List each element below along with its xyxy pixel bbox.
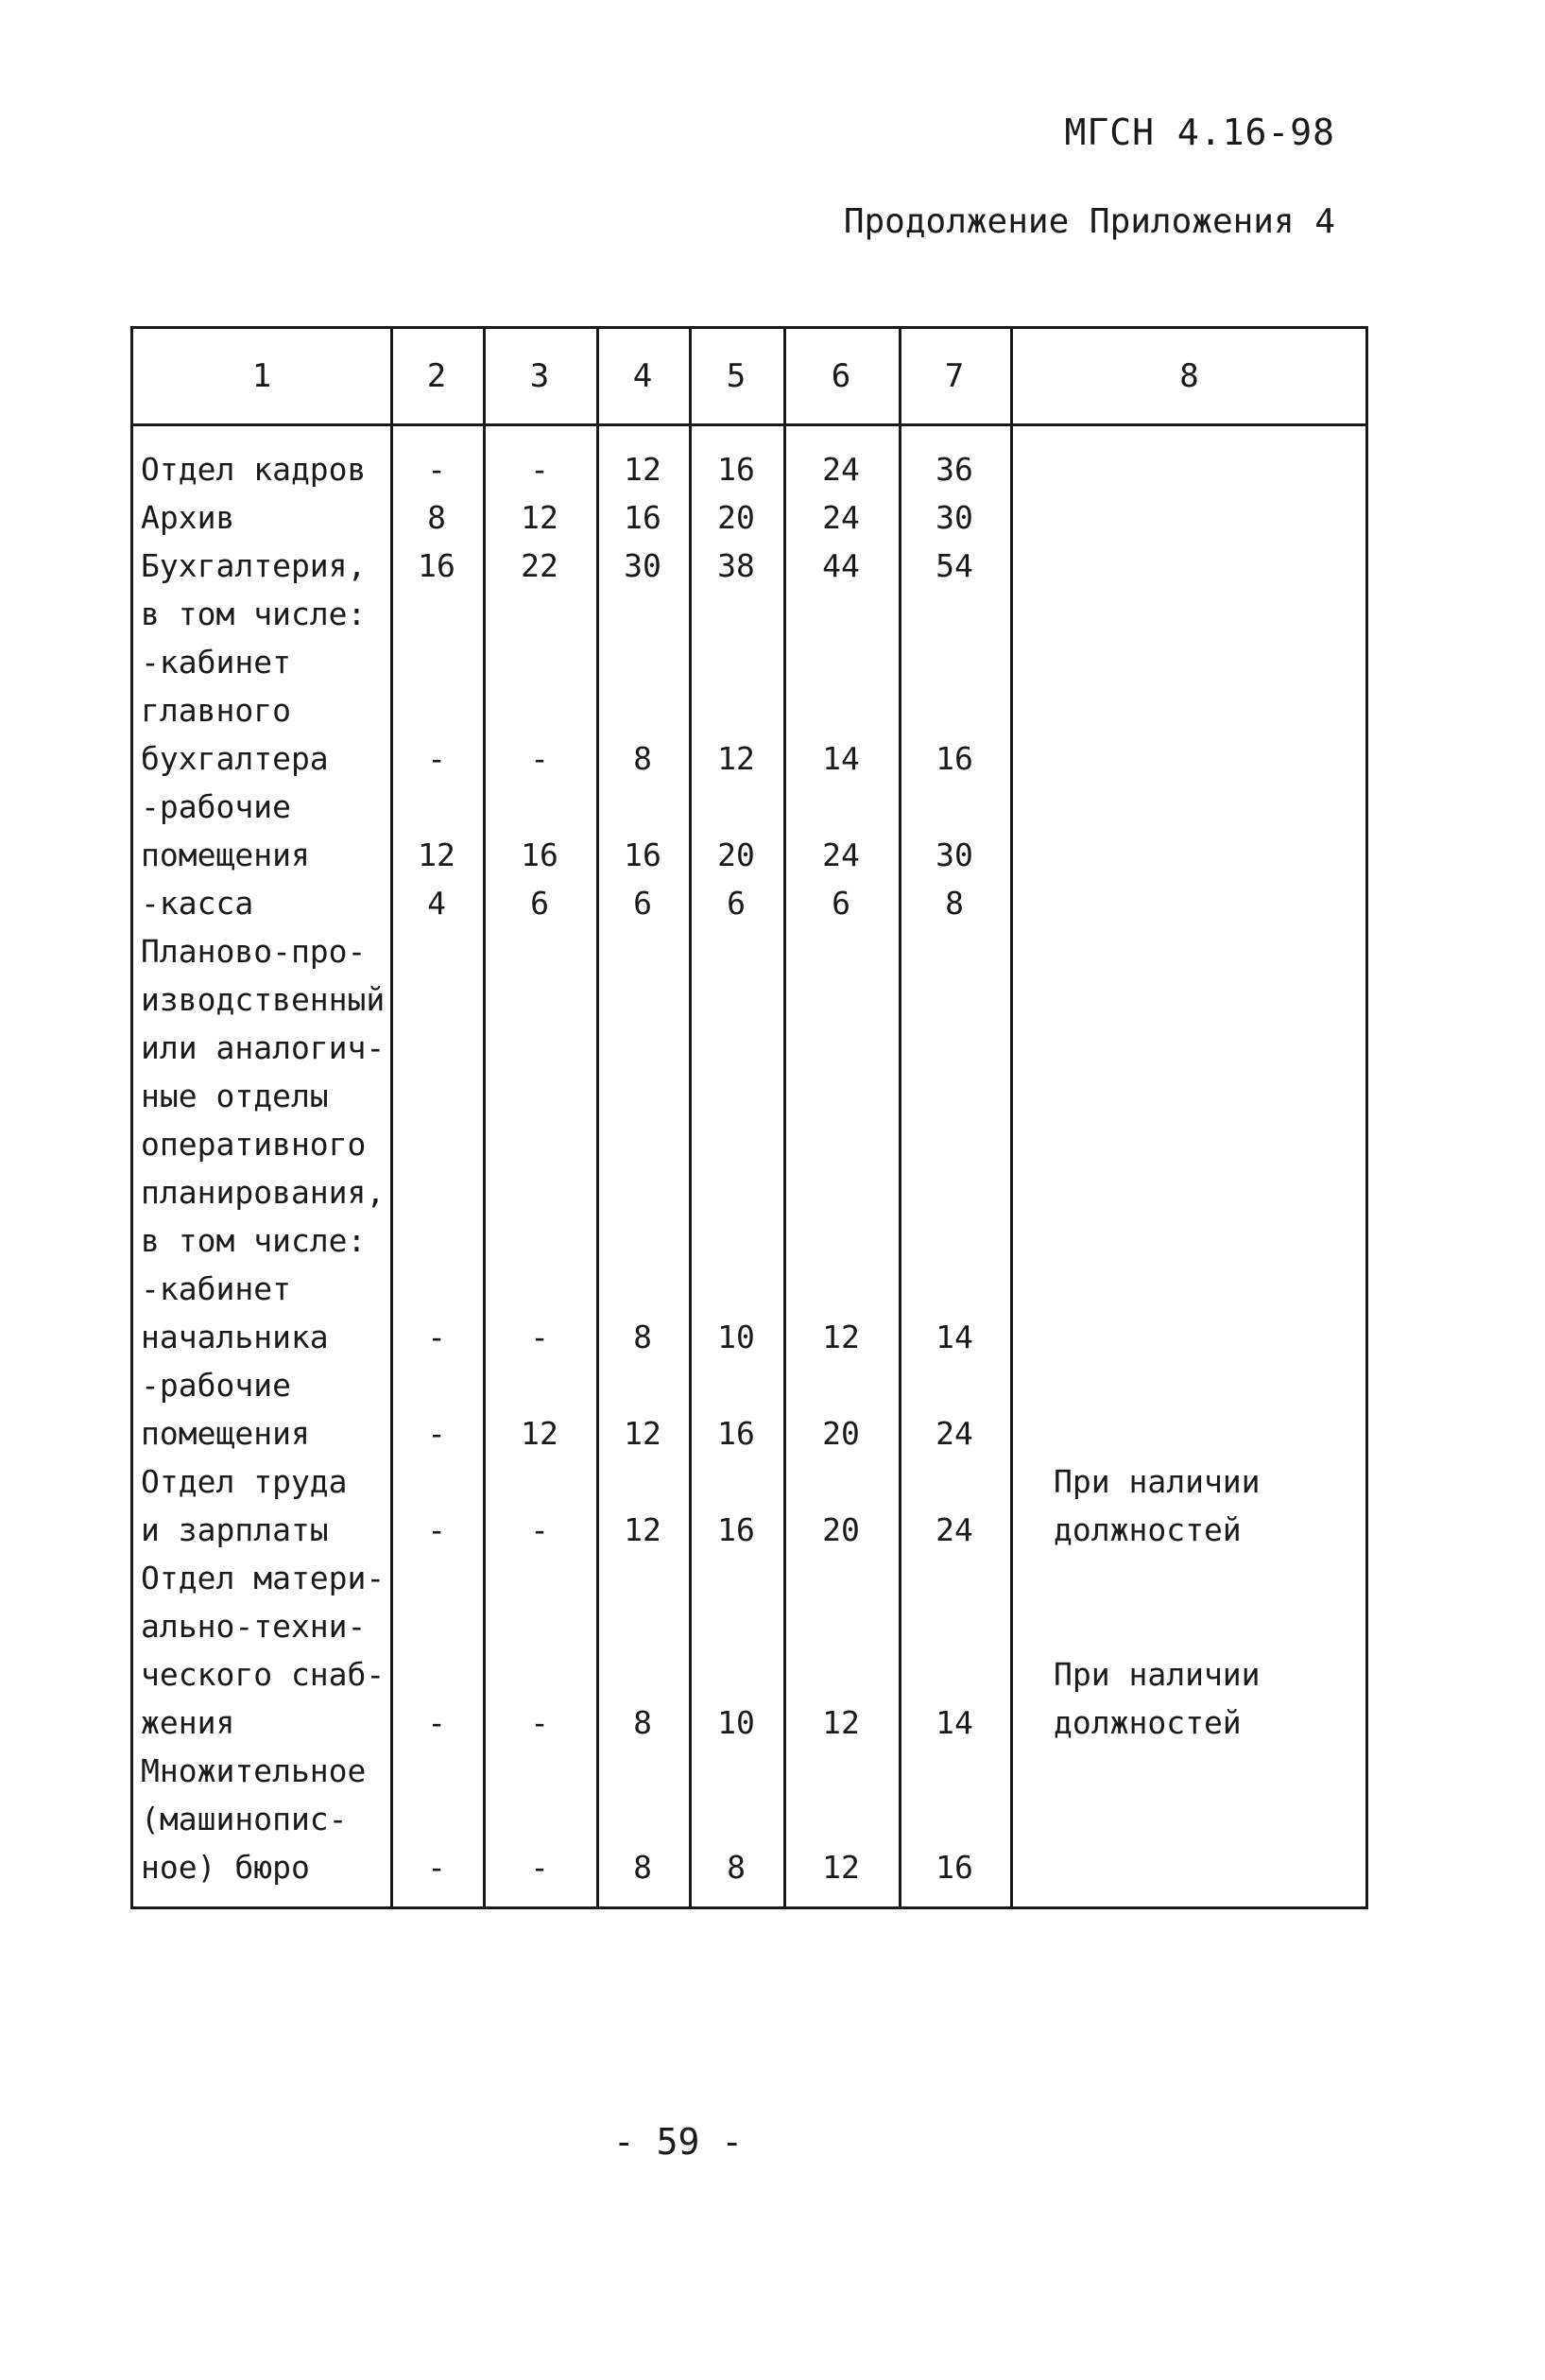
table-row	[133, 1650, 1365, 1699]
note-cell	[1010, 734, 1368, 783]
value-cell	[483, 590, 596, 638]
value-cell	[783, 927, 899, 975]
value-cell	[390, 1072, 483, 1120]
value-cell: 8	[633, 740, 652, 777]
value-cell	[899, 1361, 1010, 1409]
value-cell: 12	[822, 1704, 860, 1741]
value-cell: 36	[936, 451, 973, 488]
note-cell	[1010, 975, 1368, 1024]
value-cell	[899, 1072, 1010, 1120]
value-cell	[390, 1265, 483, 1313]
value-cell	[596, 783, 689, 831]
value-cell	[483, 1120, 596, 1168]
value-cell	[483, 1265, 596, 1313]
value-cell: -	[427, 1415, 446, 1452]
value-cell: 6	[633, 885, 652, 922]
value-cell	[596, 1072, 689, 1120]
value-cell	[899, 1602, 1010, 1650]
table-row	[133, 734, 1365, 783]
room-name-cell: Архив	[141, 499, 235, 536]
value-cell	[483, 1650, 596, 1699]
note-cell: При наличии	[1054, 1463, 1261, 1500]
value-cell	[390, 1747, 483, 1795]
column-header-4: 4	[632, 357, 653, 395]
value-cell	[483, 1168, 596, 1216]
value-cell	[899, 638, 1010, 686]
table-row	[133, 1747, 1365, 1795]
column-header-1: 1	[251, 357, 272, 395]
value-cell: -	[530, 1704, 549, 1741]
value-cell	[596, 1120, 689, 1168]
norms-table	[130, 326, 1368, 1909]
value-cell	[899, 590, 1010, 638]
value-cell	[783, 1361, 899, 1409]
room-name-cell: ные отделы	[141, 1078, 329, 1114]
value-cell	[899, 1457, 1010, 1506]
room-name-cell: начальника	[141, 1319, 329, 1355]
value-cell: 12	[717, 740, 755, 777]
value-cell	[390, 1554, 483, 1602]
table-row	[133, 1554, 1365, 1602]
value-cell	[483, 783, 596, 831]
column-header-6: 6	[831, 357, 851, 395]
room-name-cell: помещения	[141, 836, 310, 873]
value-cell: 12	[521, 1415, 558, 1452]
value-cell: 10	[717, 1704, 755, 1741]
value-cell	[689, 1361, 783, 1409]
value-cell: 38	[717, 547, 755, 584]
value-cell: 20	[822, 1511, 860, 1548]
value-cell: 16	[717, 1415, 755, 1452]
value-cell	[390, 686, 483, 734]
note-cell	[1010, 1843, 1368, 1891]
room-name-cell: ческого снаб-	[141, 1656, 386, 1693]
note-cell	[1010, 1361, 1368, 1409]
value-cell	[390, 1216, 483, 1265]
value-cell	[483, 1361, 596, 1409]
value-cell	[483, 1795, 596, 1843]
note-cell	[1010, 1072, 1368, 1120]
document-code: МГСН 4.16-98	[1064, 112, 1335, 153]
value-cell	[390, 1168, 483, 1216]
note-cell	[1010, 1265, 1368, 1313]
value-cell	[899, 783, 1010, 831]
note-cell	[1010, 686, 1368, 734]
table-row	[133, 1457, 1365, 1506]
value-cell	[689, 638, 783, 686]
value-cell	[899, 686, 1010, 734]
table-row	[133, 1024, 1365, 1072]
table-row	[133, 1409, 1365, 1457]
value-cell: -	[530, 451, 549, 488]
room-name-cell: оперативного	[141, 1126, 367, 1163]
room-name-cell: жения	[141, 1704, 235, 1741]
note-cell	[1010, 542, 1368, 590]
value-cell	[783, 1024, 899, 1072]
room-name-cell: ально-техни-	[141, 1608, 367, 1645]
value-cell	[596, 1457, 689, 1506]
value-cell: 8	[633, 1704, 652, 1741]
value-cell	[390, 1650, 483, 1699]
value-cell: 16	[521, 836, 558, 873]
note-cell: должностей	[1054, 1511, 1242, 1548]
table-row	[133, 1506, 1365, 1554]
table-row	[133, 975, 1365, 1024]
note-cell	[1010, 1554, 1368, 1602]
value-cell: 12	[822, 1319, 860, 1355]
value-cell: 8	[633, 1849, 652, 1886]
table-row	[133, 1168, 1365, 1216]
value-cell	[596, 590, 689, 638]
value-cell: 16	[624, 836, 661, 873]
value-cell: 8	[727, 1849, 746, 1886]
value-cell: 8	[633, 1319, 652, 1355]
value-cell	[390, 1361, 483, 1409]
value-cell	[596, 1602, 689, 1650]
value-cell	[783, 638, 899, 686]
table-row	[133, 638, 1365, 686]
value-cell	[899, 1168, 1010, 1216]
value-cell	[596, 686, 689, 734]
value-cell	[483, 1747, 596, 1795]
value-cell	[596, 975, 689, 1024]
value-cell: 12	[624, 451, 661, 488]
note-cell	[1010, 927, 1368, 975]
value-cell: -	[427, 1319, 446, 1355]
value-cell	[596, 1265, 689, 1313]
note-cell	[1010, 1120, 1368, 1168]
value-cell: 16	[936, 740, 973, 777]
value-cell	[899, 1795, 1010, 1843]
table-row	[133, 445, 1365, 493]
value-cell	[483, 1554, 596, 1602]
value-cell: 8	[945, 885, 964, 922]
value-cell	[596, 1747, 689, 1795]
value-cell: 16	[418, 547, 455, 584]
value-cell	[689, 590, 783, 638]
value-cell	[899, 1650, 1010, 1699]
value-cell	[483, 1072, 596, 1120]
value-cell	[783, 1795, 899, 1843]
value-cell	[483, 1457, 596, 1506]
table-row	[133, 1313, 1365, 1361]
value-cell	[689, 1795, 783, 1843]
value-cell	[783, 1168, 899, 1216]
note-cell	[1010, 1795, 1368, 1843]
value-cell	[689, 1024, 783, 1072]
value-cell: 12	[624, 1415, 661, 1452]
value-cell	[689, 927, 783, 975]
note-cell	[1010, 783, 1368, 831]
value-cell	[783, 686, 899, 734]
value-cell: 10	[717, 1319, 755, 1355]
value-cell	[689, 1265, 783, 1313]
table-row	[133, 590, 1365, 638]
table-row	[133, 1795, 1365, 1843]
room-name-cell: ное) бюро	[141, 1849, 310, 1886]
value-cell	[390, 1024, 483, 1072]
value-cell	[390, 1457, 483, 1506]
note-cell	[1010, 1602, 1368, 1650]
value-cell: -	[427, 1511, 446, 1548]
value-cell	[899, 1024, 1010, 1072]
value-cell: 22	[521, 547, 558, 584]
value-cell	[390, 927, 483, 975]
table-row	[133, 927, 1365, 975]
value-cell	[596, 927, 689, 975]
value-cell	[596, 638, 689, 686]
column-header-8: 8	[1179, 357, 1199, 395]
value-cell	[390, 783, 483, 831]
note-cell	[1010, 638, 1368, 686]
note-cell	[1010, 1024, 1368, 1072]
value-cell	[483, 975, 596, 1024]
table-row	[133, 1120, 1365, 1168]
value-cell: 4	[427, 885, 446, 922]
table-row	[133, 1602, 1365, 1650]
room-name-cell: Бухгалтерия,	[141, 547, 367, 584]
value-cell	[783, 975, 899, 1024]
room-name-cell: -рабочие	[141, 1367, 291, 1404]
value-cell	[483, 1602, 596, 1650]
value-cell: 16	[717, 1511, 755, 1548]
column-header-3: 3	[529, 357, 550, 395]
room-name-cell: Отдел кадров	[141, 451, 367, 488]
value-cell	[483, 1216, 596, 1265]
room-name-cell: главного	[141, 692, 291, 729]
value-cell	[689, 686, 783, 734]
column-header-2: 2	[426, 357, 447, 395]
room-name-cell: -касса	[141, 885, 254, 922]
room-name-cell: бухгалтера	[141, 740, 329, 777]
value-cell: 14	[822, 740, 860, 777]
table-row	[133, 493, 1365, 542]
value-cell	[689, 1216, 783, 1265]
value-cell: 12	[521, 499, 558, 536]
value-cell	[390, 1795, 483, 1843]
note-cell: При наличии	[1054, 1656, 1261, 1693]
room-name-cell: Отдел труда	[141, 1463, 348, 1500]
value-cell	[783, 1120, 899, 1168]
note-cell	[1010, 590, 1368, 638]
value-cell: 24	[822, 836, 860, 873]
note-cell	[1010, 1168, 1368, 1216]
value-cell	[390, 1120, 483, 1168]
room-name-cell: (машинопис-	[141, 1801, 348, 1837]
value-cell: 30	[936, 499, 973, 536]
room-name-cell: -кабинет	[141, 644, 291, 681]
value-cell	[689, 1120, 783, 1168]
value-cell: -	[427, 1704, 446, 1741]
value-cell	[783, 1650, 899, 1699]
value-cell	[783, 1265, 899, 1313]
value-cell	[390, 590, 483, 638]
room-name-cell: помещения	[141, 1415, 310, 1452]
note-cell	[1010, 1313, 1368, 1361]
value-cell: 44	[822, 547, 860, 584]
value-cell: 20	[717, 836, 755, 873]
note-cell: должностей	[1054, 1704, 1242, 1741]
table-row	[133, 1843, 1365, 1891]
value-cell	[899, 1265, 1010, 1313]
value-cell	[596, 1361, 689, 1409]
value-cell: -	[530, 740, 549, 777]
table-row	[133, 879, 1365, 927]
value-cell: 16	[936, 1849, 973, 1886]
value-cell	[390, 1602, 483, 1650]
value-cell: 12	[822, 1849, 860, 1886]
table-row	[133, 1699, 1365, 1747]
value-cell: 6	[727, 885, 746, 922]
table-row	[133, 542, 1365, 590]
column-header-7: 7	[944, 357, 965, 395]
room-name-cell: в том числе:	[141, 1222, 367, 1259]
room-name-cell: -рабочие	[141, 788, 291, 825]
value-cell	[483, 638, 596, 686]
table-row	[133, 1361, 1365, 1409]
value-cell: -	[427, 451, 446, 488]
table-row	[133, 1265, 1365, 1313]
value-cell	[783, 1602, 899, 1650]
table-row	[133, 831, 1365, 879]
value-cell: 8	[427, 499, 446, 536]
value-cell	[783, 783, 899, 831]
value-cell	[390, 975, 483, 1024]
value-cell	[783, 1216, 899, 1265]
value-cell	[689, 1072, 783, 1120]
value-cell	[899, 1216, 1010, 1265]
value-cell	[390, 638, 483, 686]
value-cell	[783, 590, 899, 638]
value-cell	[689, 783, 783, 831]
value-cell: 12	[624, 1511, 661, 1548]
value-cell	[783, 1072, 899, 1120]
value-cell	[689, 1602, 783, 1650]
room-name-cell: Планово-про-	[141, 933, 367, 970]
note-cell	[1010, 1216, 1368, 1265]
value-cell: 54	[936, 547, 973, 584]
value-cell: 24	[822, 451, 860, 488]
value-cell	[483, 927, 596, 975]
value-cell	[596, 1024, 689, 1072]
value-cell	[899, 975, 1010, 1024]
table-row	[133, 1072, 1365, 1120]
value-cell: 24	[936, 1511, 973, 1548]
room-name-cell: или аналогич-	[141, 1029, 386, 1066]
value-cell: 20	[717, 499, 755, 536]
value-cell	[783, 1457, 899, 1506]
value-cell: 24	[936, 1415, 973, 1452]
room-name-cell: -кабинет	[141, 1270, 291, 1307]
value-cell: 24	[822, 499, 860, 536]
note-cell	[1010, 831, 1368, 879]
value-cell: -	[530, 1511, 549, 1548]
value-cell	[596, 1168, 689, 1216]
value-cell	[483, 686, 596, 734]
value-cell	[899, 1554, 1010, 1602]
value-cell	[689, 1168, 783, 1216]
value-cell: 12	[418, 836, 455, 873]
value-cell: 6	[832, 885, 850, 922]
value-cell: 6	[530, 885, 549, 922]
appendix-continuation-label: Продолжение Приложения 4	[843, 202, 1335, 241]
value-cell: 14	[936, 1319, 973, 1355]
note-cell	[1010, 445, 1368, 493]
value-cell	[689, 1554, 783, 1602]
value-cell	[899, 1747, 1010, 1795]
value-cell	[596, 1554, 689, 1602]
value-cell	[596, 1650, 689, 1699]
value-cell: 16	[717, 451, 755, 488]
note-cell	[1010, 1409, 1368, 1457]
value-cell: -	[530, 1319, 549, 1355]
note-cell	[1010, 879, 1368, 927]
value-cell	[783, 1554, 899, 1602]
value-cell	[899, 1120, 1010, 1168]
value-cell	[596, 1216, 689, 1265]
room-name-cell: в том числе:	[141, 595, 367, 632]
value-cell: -	[427, 1849, 446, 1886]
room-name-cell: Множительное	[141, 1752, 367, 1789]
table-row	[133, 1216, 1365, 1265]
value-cell	[689, 1650, 783, 1699]
value-cell: 14	[936, 1704, 973, 1741]
room-name-cell: Отдел матери-	[141, 1560, 386, 1596]
value-cell: 30	[624, 547, 661, 584]
page-number: - 59 -	[612, 2121, 744, 2163]
value-cell: -	[530, 1849, 549, 1886]
value-cell	[783, 1747, 899, 1795]
column-header-5: 5	[726, 357, 747, 395]
table-row	[133, 686, 1365, 734]
room-name-cell: планирования,	[141, 1174, 386, 1211]
value-cell	[596, 1795, 689, 1843]
value-cell: 30	[936, 836, 973, 873]
value-cell	[689, 1747, 783, 1795]
room-name-cell: изводственный	[141, 981, 386, 1018]
value-cell	[899, 927, 1010, 975]
value-cell: 16	[624, 499, 661, 536]
value-cell	[483, 1024, 596, 1072]
note-cell	[1010, 493, 1368, 542]
table-row	[133, 783, 1365, 831]
room-name-cell: и зарплаты	[141, 1511, 329, 1548]
value-cell: 20	[822, 1415, 860, 1452]
value-cell	[689, 975, 783, 1024]
value-cell: -	[427, 740, 446, 777]
note-cell	[1010, 1747, 1368, 1795]
value-cell	[689, 1457, 783, 1506]
